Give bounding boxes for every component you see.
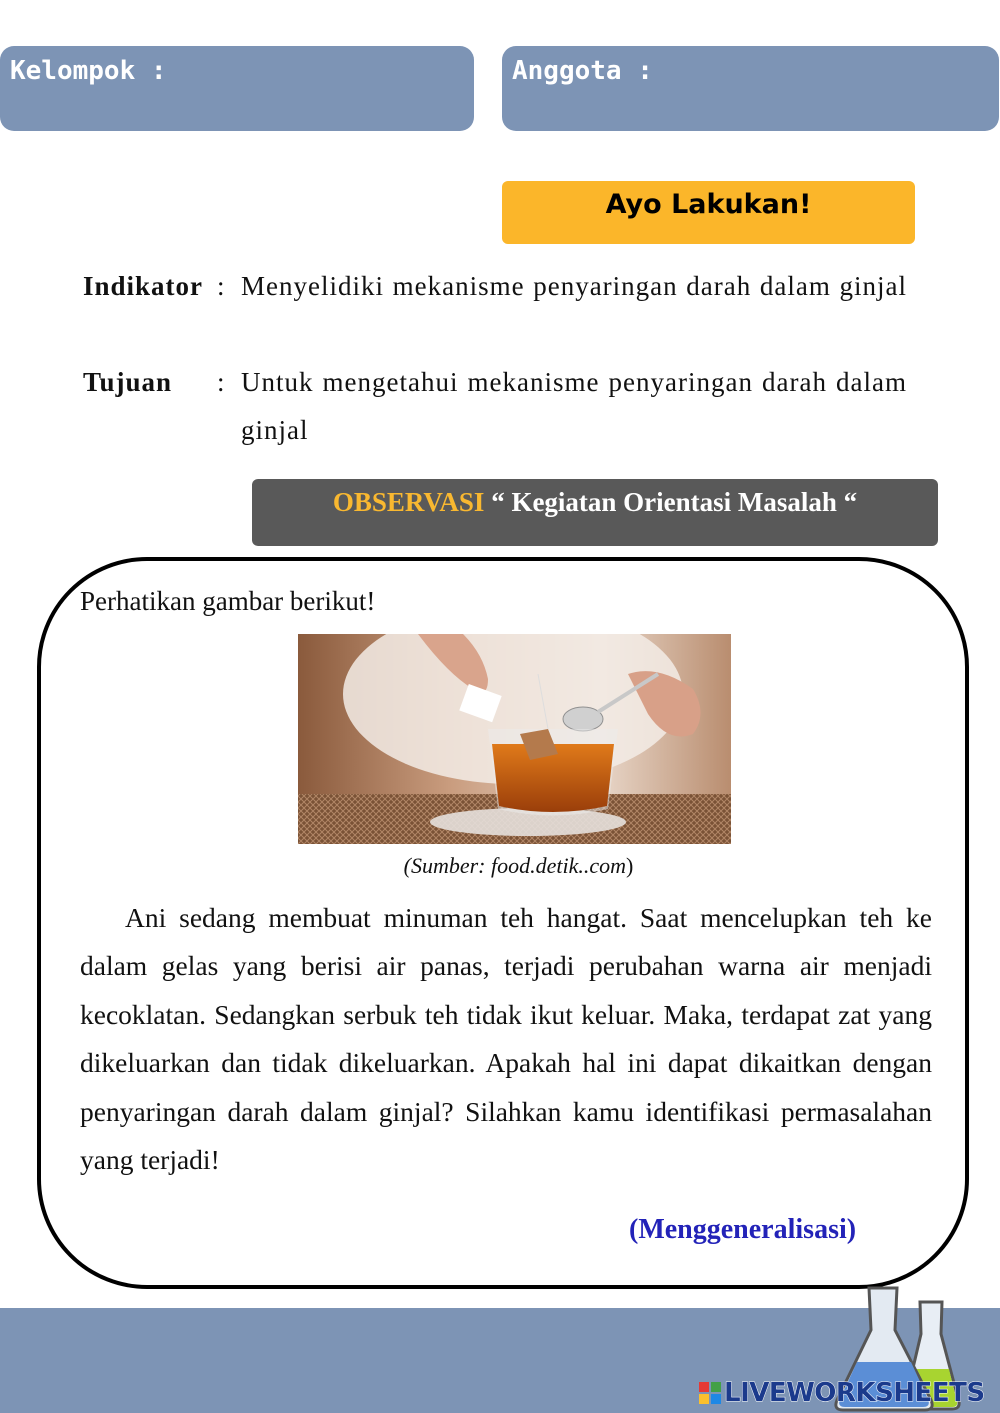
kelompok-field[interactable] (0, 46, 474, 131)
indikator-colon: : (217, 271, 226, 301)
indikator-text: Menyelidiki mekanisme penyaringan darah dalam ginjal (241, 271, 907, 301)
story-text: Ani sedang membuat minuman teh hangat. Saat mencelupkan teh ke dalam gelas yang berisi air panas, terjadi perubahan warna air menjadi kecoklatan. Sedangkan serbuk teh tidak ikut keluar. Maka, terdapat zat yang dikeluarkan dan tidak dikeluarkan. Apakah hal ini dapat dikaitkan dengan penyaringan darah dalam ginjal? Silahkan kamu identifikasi permasalahan yang terjadi! (80, 902, 932, 1176)
action-banner: Ayo Lakukan! (502, 181, 915, 244)
instruction-text: Perhatikan gambar berikut! (80, 586, 376, 616)
skill-tag: (Menggeneralisasi) (629, 1214, 857, 1245)
anggota-field[interactable] (502, 46, 999, 131)
tea-photo (298, 634, 731, 844)
kelompok-label: Kelompok : (10, 56, 167, 86)
tujuan-colon: : (217, 367, 226, 397)
liveworksheets-logo[interactable] (699, 1377, 985, 1409)
caption-closing: ) (626, 853, 634, 878)
caption-source: (Sumber: food.detik..com (403, 853, 627, 878)
observasi-highlight: OBSERVASI (332, 487, 485, 517)
photo-caption (298, 853, 739, 879)
indikator-label: Indikator (83, 271, 204, 301)
tujuan-text: Untuk mengetahui mekanisme penyaringan darah dalam ginjal (241, 367, 907, 445)
liveworksheets-text: LIVEWORKSHEETS (724, 1378, 985, 1408)
liveworksheets-mark-icon (699, 1382, 721, 1404)
observasi-banner (252, 479, 938, 546)
anggota-label: Anggota : (512, 56, 653, 86)
story-paragraph (80, 894, 932, 1184)
tujuan-label: Tujuan (83, 367, 173, 397)
observasi-title: “ Kegiatan Orientasi Masalah “ (491, 487, 858, 517)
